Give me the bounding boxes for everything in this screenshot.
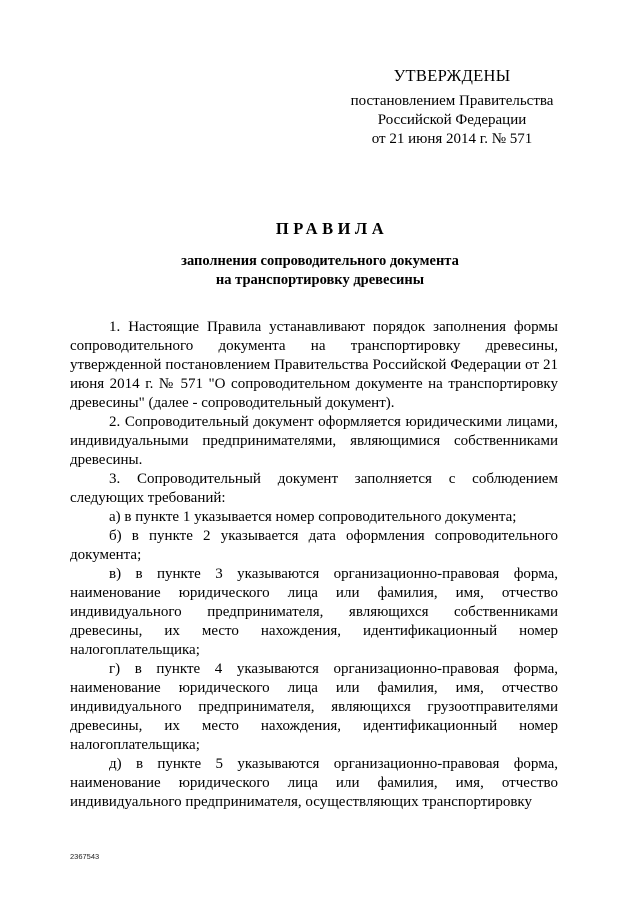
subitem-v: в) в пункте 3 указываются организационно-правовая форма, наименование юридического лица или фамилия, имя, отчество индивидуального предпринимателя, являющихся собственниками древесины, их место нахождения, идентификационный номер налогоплательщика; xyxy=(70,566,558,658)
subtitle-line-2: на транспортировку древесины xyxy=(215,272,425,288)
document-id: 2367543 xyxy=(70,852,100,861)
paragraph-1: 1. Настоящие Правила устанавливают порядок заполнения формы сопроводительного документа на транспортировку древесины, утвержденной постановлением Правительства Российской Федерации от 21 июня 2014 г. № 571 "О сопроводительном документе на транспортировку древесины" (далее - сопроводительный документ). xyxy=(70,319,558,411)
subitem-a: а) в пункте 1 указывается номер сопроводительного документа; xyxy=(109,509,517,525)
subitem-d: д) в пункте 5 указываются организационно-правовая форма, наименование юридического лица или фамилия, имя, отчество индивидуального предпринимателя, осуществляющих транспортировку xyxy=(70,756,558,810)
document-body xyxy=(70,318,558,812)
rules-heading: ПРАВИЛА xyxy=(275,219,389,238)
approval-line-1: постановлением Правительства xyxy=(350,93,554,109)
paragraph-2: 2. Сопроводительный документ оформляется юридическими лицами, индивидуальными предпринимателями, являющимися собственниками древесины. xyxy=(70,414,558,468)
approval-heading: УТВЕРЖДЕНЫ xyxy=(393,66,511,85)
document-title xyxy=(0,218,640,290)
subitem-g: г) в пункте 4 указываются организационно-правовая форма, наименование юридического лица или фамилия, имя, отчество индивидуального предпринимателя, являющихся грузоотправителями древесины, их место нахождения, идентификационный номер налогоплательщика; xyxy=(70,661,558,753)
subtitle-line-1: заполнения сопроводительного документа xyxy=(181,253,459,269)
approval-line-2: Российской Федерации xyxy=(377,112,527,128)
approval-line-3: от 21 июня 2014 г. № 571 xyxy=(371,131,533,147)
subitem-b: б) в пункте 2 указывается дата оформления сопроводительного документа; xyxy=(70,528,558,563)
paragraph-3: 3. Сопроводительный документ заполняется с соблюдением следующих требований: xyxy=(70,471,558,506)
